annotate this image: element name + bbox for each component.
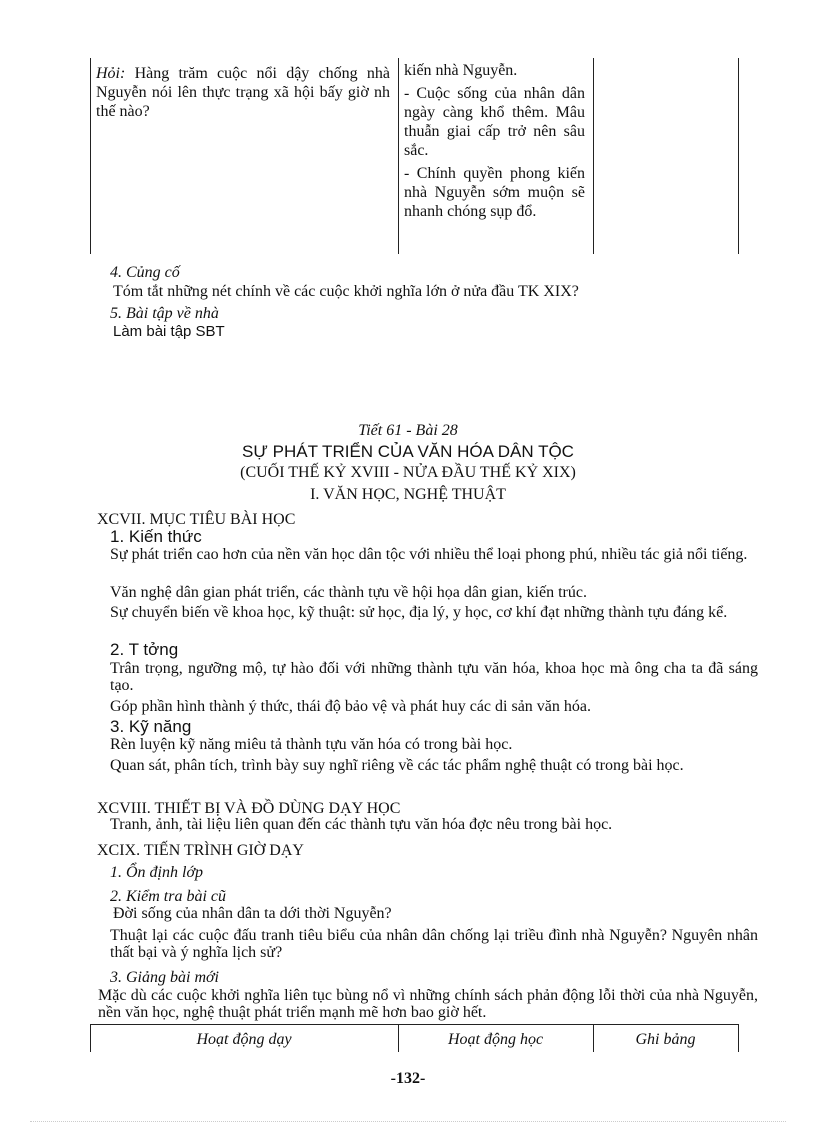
step-stabilize: 1. Ổn định lớp — [110, 864, 203, 881]
knowledge-heading: 1. Kiến thức — [110, 527, 202, 546]
lesson-title: SỰ PHÁT TRIỂN CỦA VĂN HÓA DÂN TỘC — [242, 442, 574, 461]
thought-item: Góp phần hình thành ý thức, thái độ bảo vệ và phát huy các di sản văn hóa. — [110, 698, 591, 715]
table-top-border — [90, 1024, 739, 1025]
answer-line: - Cuộc sống của nhân dân ngày càng khổ thêm. Mâu thuẫn giai cấp trở nên sâu sắc. — [404, 85, 585, 159]
answer-line: kiến nhà Nguyễn. — [404, 62, 518, 79]
skills-heading: 3. Kỹ năng — [110, 717, 192, 736]
table-border-left — [90, 58, 91, 254]
lesson-part: I. VĂN HỌC, NGHỆ THUẬT — [310, 486, 506, 503]
table-border-col1 — [398, 58, 399, 254]
lesson-intro: Mặc dù các cuộc khởi nghĩa liên tục bùng nổ vì những chính sách phản động lỗi thời của nhà Nguyễn, nền văn học, nghệ thuật phát triển mạnh mẽ hơn bao giờ hết. — [98, 987, 758, 1021]
equipment-heading: XCVIII. THIẾT BỊ VÀ ĐỒ DÙNG DẠY HỌC — [97, 800, 401, 817]
step-review: 2. Kiểm tra bài cũ — [110, 888, 226, 905]
page-bottom-rule — [30, 1121, 786, 1122]
knowledge-item: Văn nghệ dân gian phát triển, các thành tựu về hội họa dân gian, kiến trúc. — [110, 584, 587, 601]
table-border-right — [738, 58, 739, 254]
answer-line: - Chính quyền phong kiến nhà Nguyễn sớm muộn sẽ nhanh chóng sụp đổ. — [404, 165, 585, 220]
column-header-notes: Ghi bảng — [635, 1031, 696, 1048]
homework-text: Làm bài tập SBT — [113, 323, 225, 340]
page-number: -132- — [390, 1070, 426, 1087]
consolidation-text: Tóm tắt những nét chính về các cuộc khởi nghĩa lớn ở nửa đầu TK XIX? — [113, 283, 579, 300]
knowledge-item: Sự chuyển biến về khoa học, kỹ thuật: sử học, địa lý, y học, cơ khí đạt những thành tựu đáng kể. — [110, 604, 728, 621]
thought-heading: 2. T tởng — [110, 640, 179, 659]
consolidation-heading: 4. Củng cố — [110, 264, 180, 281]
column-header-learning: Hoạt động học — [447, 1031, 544, 1048]
review-question: Thuật lại các cuộc đấu tranh tiêu biểu của nhân dân chống lại triều đình nhà Nguyễn? Nguyên nhân thất bại và ý nghĩa lịch sử? — [110, 927, 758, 961]
column-header-teaching: Hoạt động dạy — [196, 1031, 292, 1048]
lesson-subtitle: (CUỐI THẾ KỶ XVIII - NỬA ĐẦU THẾ KỶ XIX) — [240, 464, 576, 481]
question-label: Hỏi: — [96, 65, 126, 82]
table-border-right — [738, 1024, 739, 1052]
knowledge-item: Sự phát triển cao hơn của nền văn học dân tộc với nhiều thể loại phong phú, nhiều tác giả nổi tiếng. — [110, 546, 748, 563]
question-text: Hàng trăm cuộc nổi dậy chống nhà Nguyễn nói lên thực trạng xã hội bấy giờ nh thế nào? — [96, 65, 390, 120]
thought-item: Trân trọng, ngưỡng mộ, tự hào đối với những thành tựu văn hóa, khoa học mà ông cha ta đã sáng tạo. — [110, 660, 758, 694]
objectives-heading: XCVII. MỤC TIÊU BÀI HỌC — [97, 511, 296, 528]
review-question: Đời sống của nhân dân ta dới thời Nguyễn? — [113, 905, 392, 922]
table-border-col2 — [593, 58, 594, 254]
question-cell — [96, 64, 390, 121]
process-heading: XCIX. TIẾN TRÌNH GIỜ DẠY — [97, 842, 304, 859]
homework-heading: 5. Bài tập về nhà — [110, 305, 219, 322]
equipment-text: Tranh, ảnh, tài liệu liên quan đến các thành tựu văn hóa đợc nêu trong bài học. — [110, 816, 613, 833]
skills-item: Rèn luyện kỹ năng miêu tả thành tựu văn hóa có trong bài học. — [110, 736, 513, 753]
lesson-period: Tiết 61 - Bài 28 — [358, 422, 458, 439]
skills-item: Quan sát, phân tích, trình bày suy nghĩ riêng về các tác phẩm nghệ thuật có trong bài học. — [110, 757, 684, 774]
answer-cell — [404, 61, 585, 225]
step-new-lesson: 3. Giảng bài mới — [110, 969, 219, 986]
